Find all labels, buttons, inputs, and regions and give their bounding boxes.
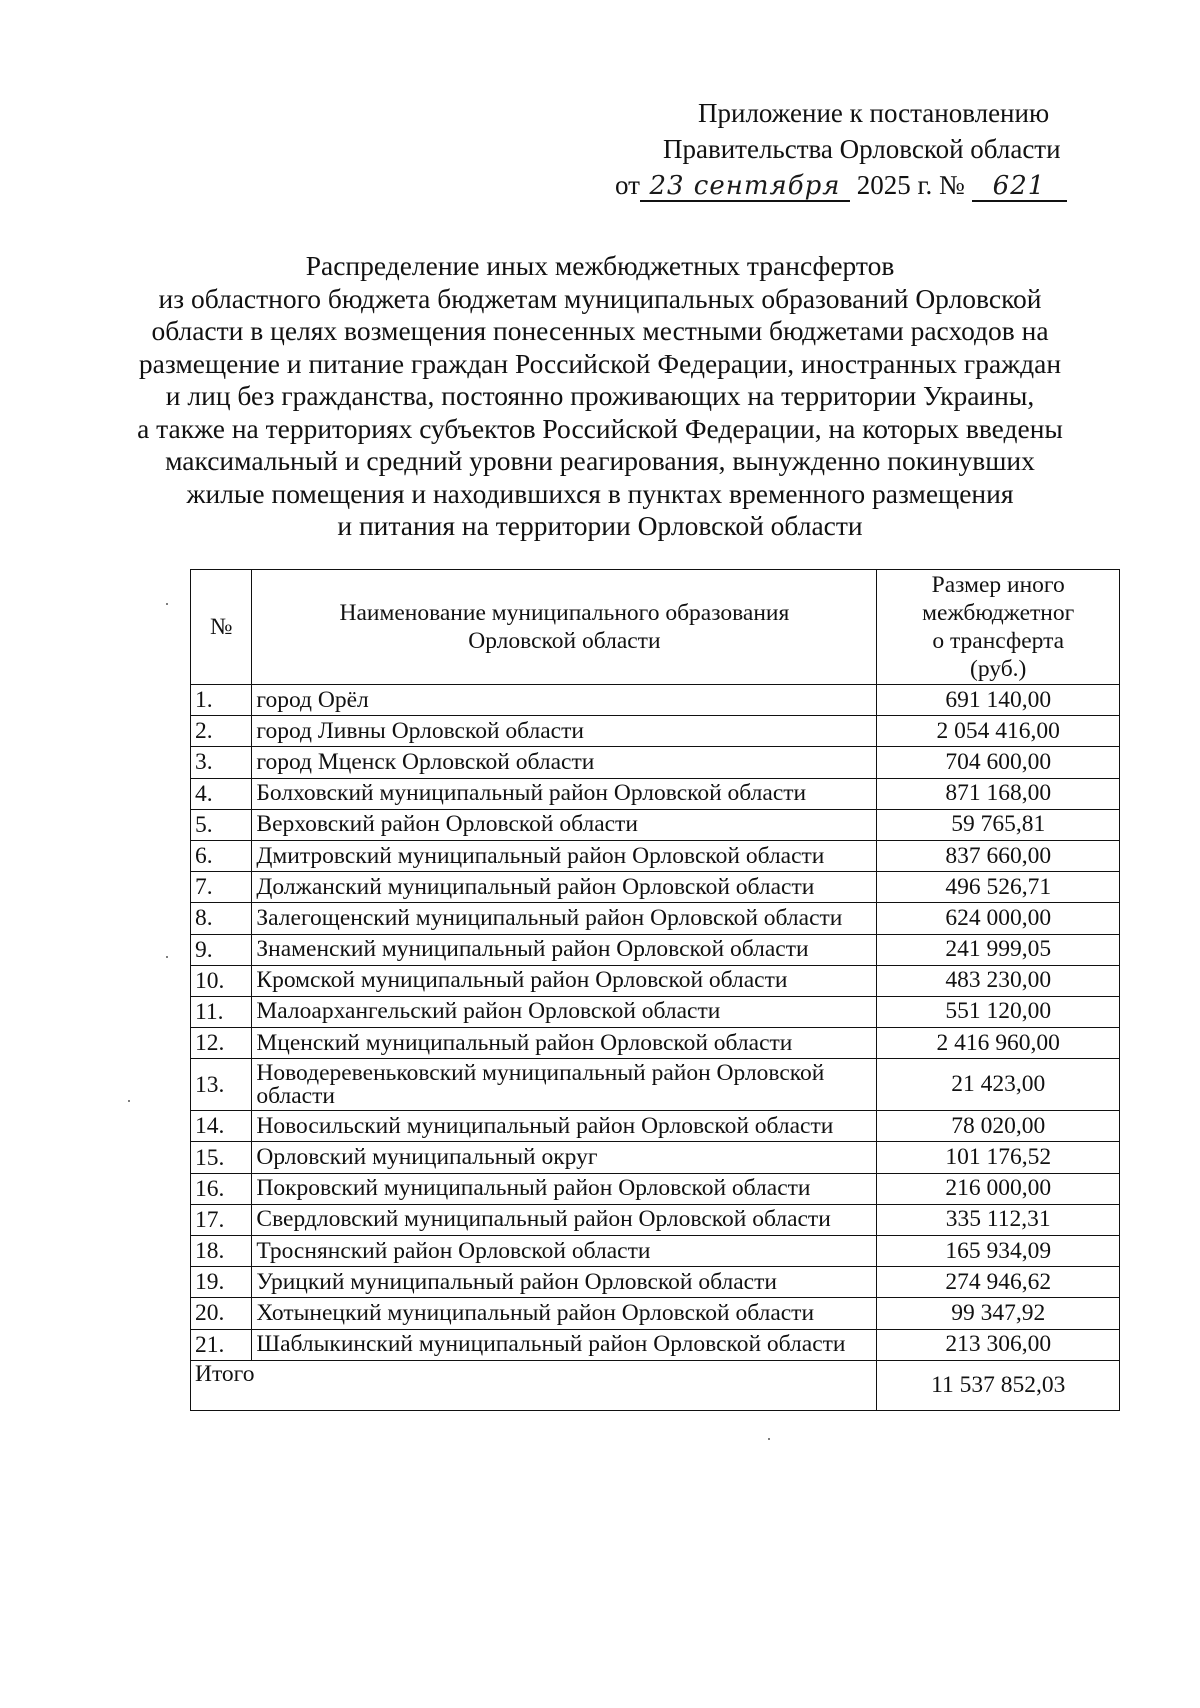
row-number: 2. — [191, 716, 252, 747]
row-amount: 704 600,00 — [877, 747, 1120, 778]
row-municipality: Дмитровский муниципальный район Орловской области — [252, 840, 877, 871]
row-amount: 624 000,00 — [877, 903, 1120, 934]
table-row — [191, 840, 1120, 871]
row-amount: 216 000,00 — [877, 1173, 1120, 1204]
header-municipality-line: Орловской области — [468, 628, 661, 654]
table-row — [191, 1267, 1120, 1298]
table-row — [191, 747, 1120, 778]
appendix-line-2: Правительства Орловской области — [663, 134, 1061, 164]
row-number: 21. — [191, 1329, 252, 1360]
row-number: 6. — [191, 840, 252, 871]
row-number: 10. — [191, 965, 252, 996]
table-row — [191, 965, 1120, 996]
row-amount: 101 176,52 — [877, 1142, 1120, 1173]
row-number: 1. — [191, 685, 252, 716]
header-amount-line: межбюджетног — [922, 600, 1075, 626]
table-row — [191, 872, 1120, 903]
table-row — [191, 1204, 1120, 1235]
header-amount-line: (руб.) — [970, 656, 1027, 682]
row-number: 12. — [191, 1028, 252, 1059]
row-number: 20. — [191, 1298, 252, 1329]
date-prefix: от — [615, 170, 640, 200]
row-number: 18. — [191, 1236, 252, 1267]
row-municipality: Хотынецкий муниципальный район Орловской области — [252, 1298, 877, 1329]
table-row — [191, 903, 1120, 934]
row-amount: 2 416 960,00 — [877, 1028, 1120, 1059]
table-row — [191, 716, 1120, 747]
row-number: 16. — [191, 1173, 252, 1204]
row-municipality-line: области — [256, 1082, 335, 1109]
row-municipality: Знаменский муниципальный район Орловской области — [252, 934, 877, 965]
row-number: 7. — [191, 872, 252, 903]
row-municipality: Малоархангельский район Орловской области — [252, 996, 877, 1027]
row-amount: 241 999,05 — [877, 934, 1120, 965]
row-municipality: Верховский район Орловской области — [252, 809, 877, 840]
row-number: 3. — [191, 747, 252, 778]
row-municipality: Покровский муниципальный район Орловской области — [252, 1173, 877, 1204]
row-number: 15. — [191, 1142, 252, 1173]
title-line: максимальный и средний уровни реагирования, вынужденно покинувших — [165, 445, 1035, 476]
table-row — [191, 1111, 1120, 1142]
row-amount: 2 054 416,00 — [877, 716, 1120, 747]
title-line: Распределение иных межбюджетных трансфертов — [305, 250, 895, 281]
row-amount: 274 946,62 — [877, 1267, 1120, 1298]
scan-speck — [768, 1438, 770, 1440]
row-municipality: Новосильский муниципальный район Орловской области — [252, 1111, 877, 1142]
header-amount-line: о трансферта — [932, 628, 1065, 654]
title-line: жилые помещения и находившихся в пунктах временного размещения — [186, 477, 1014, 509]
row-amount: 496 526,71 — [877, 872, 1120, 903]
header-municipality-line: Наименование муниципального образования — [339, 600, 790, 626]
row-amount: 59 765,81 — [877, 809, 1120, 840]
table-header-row — [191, 570, 1120, 685]
header-amount-line: Размер иного — [931, 572, 1065, 598]
row-number: 4. — [191, 778, 252, 809]
table-row — [191, 1329, 1120, 1360]
scan-speck — [128, 1100, 130, 1102]
row-amount: 165 934,09 — [877, 1236, 1120, 1267]
title-line: из областного бюджета бюджетам муниципальных образований Орловской — [158, 282, 1042, 314]
total-amount: 11 537 852,03 — [877, 1360, 1120, 1410]
row-amount: 21 423,00 — [877, 1059, 1120, 1111]
year-and-number-label: 2025 г. № — [856, 170, 965, 200]
row-municipality: Свердловский муниципальный район Орловской области — [252, 1204, 877, 1235]
appendix-line-3 — [615, 168, 1067, 202]
row-municipality: Троснянский район Орловской области — [252, 1236, 877, 1267]
row-municipality: Должанский муниципальный район Орловской области — [252, 872, 877, 903]
appendix-line-1: Приложение к постановлению — [698, 98, 1050, 128]
table-row — [191, 1059, 1120, 1111]
header-amount — [877, 570, 1120, 685]
row-municipality — [252, 1059, 877, 1111]
row-number: 14. — [191, 1111, 252, 1142]
row-number: 8. — [191, 903, 252, 934]
title-line: области в целях возмещения понесенных местными бюджетами расходов на — [151, 315, 1049, 346]
row-amount: 99 347,92 — [877, 1298, 1120, 1329]
row-municipality: город Орёл — [252, 685, 877, 716]
row-amount: 78 020,00 — [877, 1111, 1120, 1142]
table-row — [191, 778, 1120, 809]
table-row — [191, 934, 1120, 965]
total-row — [191, 1360, 1120, 1410]
row-amount: 483 230,00 — [877, 965, 1120, 996]
total-label: Итого — [191, 1360, 877, 1410]
row-municipality: Шаблыкинский муниципальный район Орловской области — [252, 1329, 877, 1360]
row-amount: 691 140,00 — [877, 685, 1120, 716]
table-row — [191, 1028, 1120, 1059]
row-number: 19. — [191, 1267, 252, 1298]
row-amount: 871 168,00 — [877, 778, 1120, 809]
table-row — [191, 809, 1120, 840]
row-municipality: Залегощенский муниципальный район Орловской области — [252, 903, 877, 934]
table-row — [191, 1142, 1120, 1173]
row-municipality: город Ливны Орловской области — [252, 716, 877, 747]
scan-speck — [166, 603, 168, 605]
handwritten-date: 23 сентября — [640, 172, 850, 202]
row-municipality: Орловский муниципальный округ — [252, 1142, 877, 1173]
row-number: 5. — [191, 809, 252, 840]
header-municipality — [252, 570, 877, 685]
transfers-table — [190, 569, 1120, 1411]
title-line: и лиц без гражданства, постоянно проживающих на территории Украины, — [165, 380, 1035, 411]
row-municipality: Кромской муниципальный район Орловской области — [252, 965, 877, 996]
table-row — [191, 1236, 1120, 1267]
row-municipality: Болховский муниципальный район Орловской области — [252, 778, 877, 809]
title-line: а также на территориях субъектов Российской Федерации, на которых введены — [137, 412, 1063, 444]
table-row — [191, 1173, 1120, 1204]
row-municipality: Мценский муниципальный район Орловской области — [252, 1028, 877, 1059]
table-row — [191, 996, 1120, 1027]
scan-speck — [166, 956, 168, 958]
title-line: размещение и питание граждан Российской Федерации, иностранных граждан — [138, 347, 1062, 379]
row-amount: 335 112,31 — [877, 1204, 1120, 1235]
table-row — [191, 685, 1120, 716]
row-municipality: Урицкий муниципальный район Орловской области — [252, 1267, 877, 1298]
row-amount: 551 120,00 — [877, 996, 1120, 1027]
table-row — [191, 1298, 1120, 1329]
row-number: 13. — [191, 1059, 252, 1111]
row-municipality-line: Новодеревеньковский муниципальный район Орловской — [256, 1059, 825, 1086]
row-number: 17. — [191, 1204, 252, 1235]
row-number: 11. — [191, 996, 252, 1027]
row-municipality: город Мценск Орловской области — [252, 747, 877, 778]
row-number: 9. — [191, 934, 252, 965]
title-line: и питания на территории Орловской области — [337, 510, 863, 541]
handwritten-number: 621 — [972, 172, 1067, 202]
document-title — [130, 250, 1070, 543]
row-amount: 213 306,00 — [877, 1329, 1120, 1360]
header-number: № — [191, 570, 252, 685]
row-amount: 837 660,00 — [877, 840, 1120, 871]
